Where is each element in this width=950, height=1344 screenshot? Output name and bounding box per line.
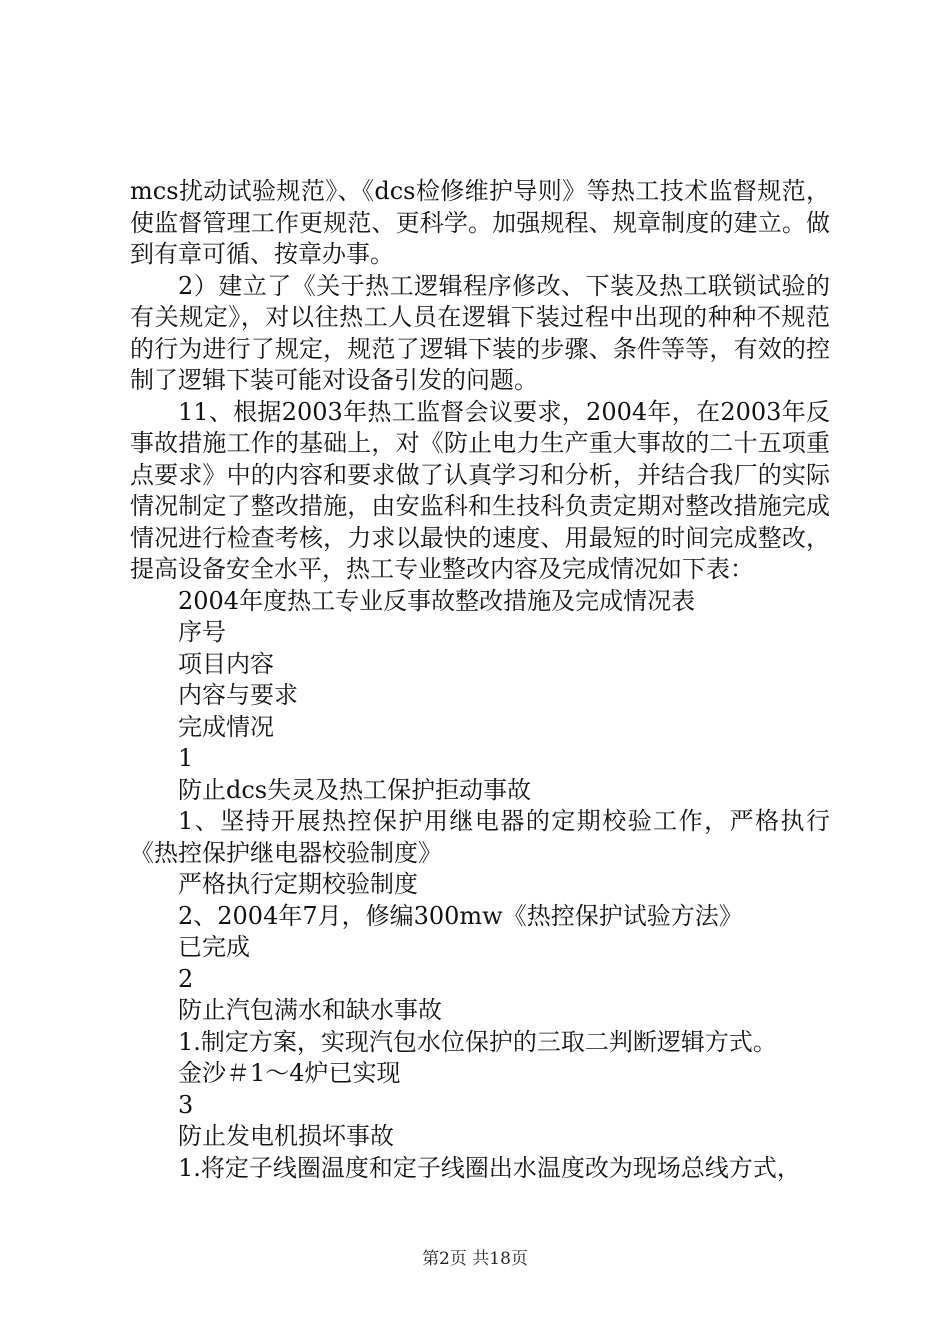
paragraph-1: mcs扰动试验规范》、《dcs检修维护导则》等热工技术监督规范，使监督管理工作更规范、更科学。加强规程、规章制度的建立。做到有章可循、按章办事。	[130, 177, 830, 268]
row-1-status-1: 严格执行定期校验制度	[178, 870, 418, 898]
table-header-status: 完成情况	[178, 712, 274, 741]
row-1-index: 1	[178, 744, 194, 772]
table-header-index: 序号	[178, 618, 226, 646]
table-header-item: 项目内容	[178, 649, 274, 678]
row-1-status-2: 已完成	[178, 933, 250, 961]
row-1-item: 防止dcs失灵及热工保护拒动事故	[178, 775, 532, 804]
page-footer: 第2页 共18页	[422, 1249, 528, 1269]
row-2-item: 防止汽包满水和缺水事故	[178, 996, 442, 1024]
row-2-status: 金沙＃1～4炉已实现	[178, 1059, 401, 1087]
paragraph-2: 2）建立了《关于热工逻辑程序修改、下装及热工联锁试验的有关规定》，对以往热工人员在逻辑下装过程中出现的种种不规范的行为进行了规定，规范了逻辑下装的步骤、条件等等，有效的控制了逻辑下装可能对设备引发的问题。	[130, 271, 830, 394]
row-3-item: 防止发电机损坏事故	[178, 1122, 394, 1150]
document-body	[130, 176, 830, 1184]
table-title: 2004年度热工专业反事故整改措施及完成情况表	[178, 586, 696, 615]
paragraph-3: 11、根据2003年热工监督会议要求，2004年，在2003年反事故措施工作的基础上，对《防止电力生产重大事故的二十五项重点要求》中的内容和要求做了认真学习和分析，并结合我厂的实际情况制定了整改措施，由安监科和生技科负责定期对整改措施完成情况进行检查考核，力求以最快的速度、用最短的时间完成整改，提高设备安全水平，热工专业整改内容及完成情况如下表：	[130, 397, 830, 583]
row-3-index: 3	[178, 1090, 194, 1119]
table-header-requirement: 内容与要求	[178, 681, 298, 709]
row-1-requirement-1: 1、坚持开展热控保护用继电器的定期校验工作，严格执行《热控保护继电器校验制度》	[130, 807, 830, 867]
row-3-requirement: 1.将定子线圈温度和定子线圈出水温度改为现场总线方式，	[178, 1153, 801, 1182]
row-2-requirement: 1.制定方案，实现汽包水位保护的三取二判断逻辑方式。	[178, 1027, 777, 1056]
row-2-index: 2	[178, 964, 194, 993]
row-1-requirement-2: 2、2004年7月，修编300mw《热控保护试验方法》	[178, 901, 743, 930]
